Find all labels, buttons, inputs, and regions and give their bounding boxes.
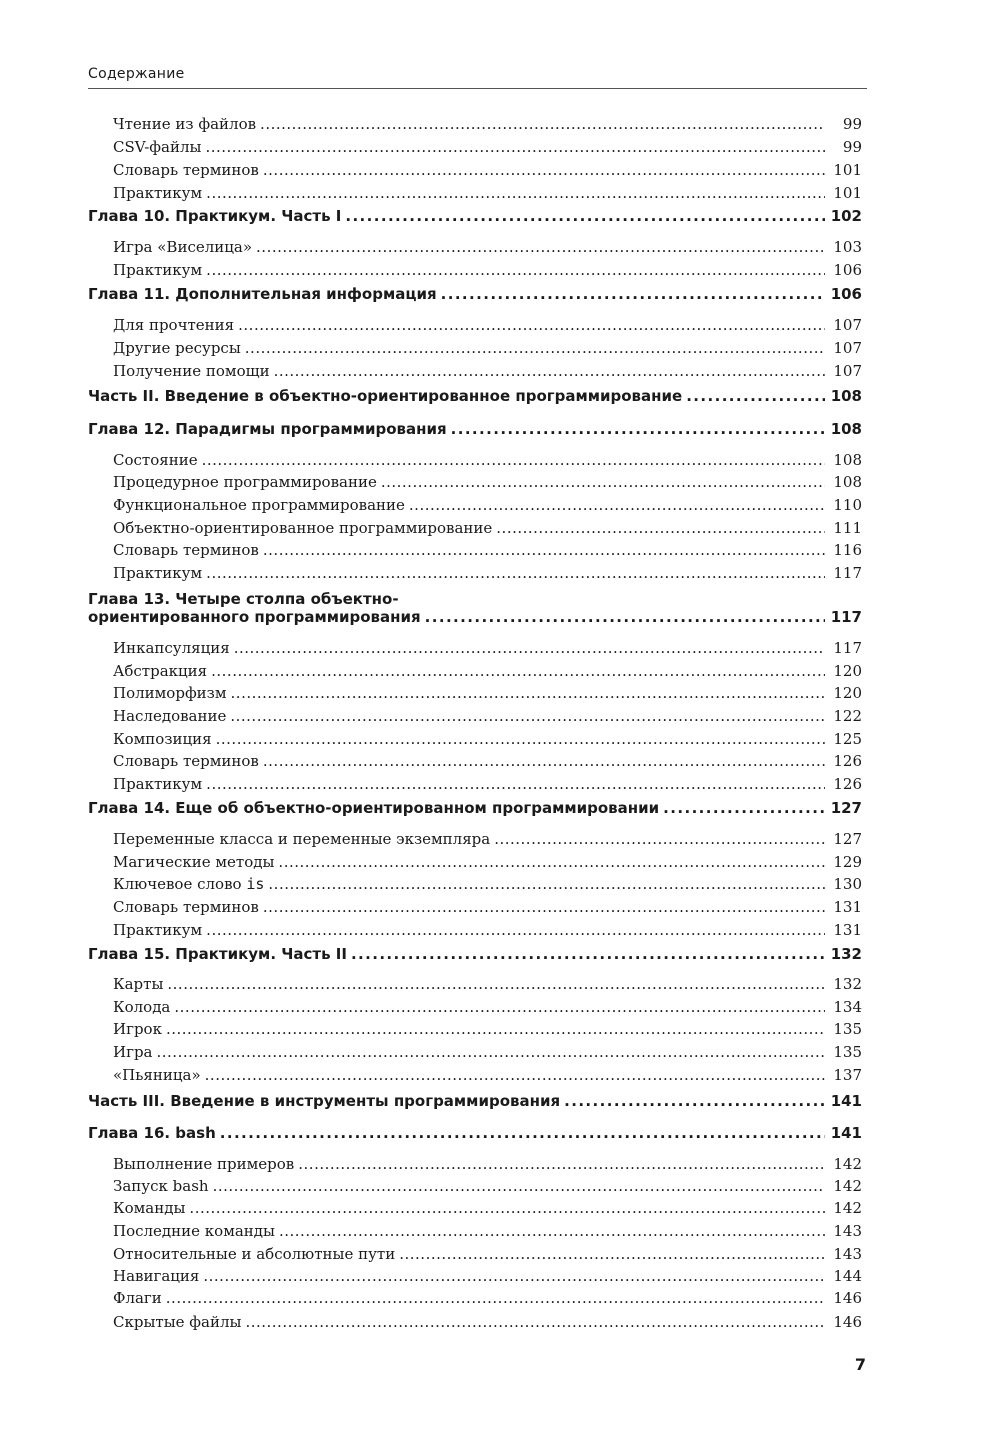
dot-leader [230, 707, 825, 725]
toc-entry-title-text: Команды [113, 1199, 186, 1217]
toc-entry-page: 120 [833, 684, 862, 702]
toc-entry-title-text: Состояние [113, 451, 198, 469]
toc-entry-title-text: Переменные класса и переменные экземпляра [113, 830, 491, 848]
toc-entry-page: 142 [833, 1199, 862, 1217]
toc-entry-title [88, 799, 659, 817]
toc-section-entry [0, 975, 986, 995]
toc-section-entry [0, 362, 986, 382]
dot-leader [260, 115, 825, 133]
dot-leader [441, 285, 825, 303]
toc-entry-title-text: Чтение из файлов [113, 115, 257, 133]
page-number: 7 [854, 1355, 866, 1374]
dot-leader [245, 1313, 825, 1331]
toc-entry-page: 127 [833, 830, 862, 848]
toc-entry-title [88, 1124, 216, 1142]
toc-entry-page: 135 [833, 1020, 862, 1038]
toc-entry-title [113, 451, 198, 469]
toc-entry-title-text: Полиморфизм [113, 684, 227, 702]
toc-entry-title-text: Практикум [113, 261, 203, 279]
toc-entry-title [113, 752, 259, 770]
toc-entry-title [113, 1020, 162, 1038]
toc-entry-page: 107 [833, 316, 862, 334]
toc-section-entry [0, 775, 986, 795]
dot-leader [205, 138, 825, 156]
toc-section-entry [0, 161, 986, 181]
toc-entry-page: 129 [833, 853, 862, 871]
toc-entry-title-text: Колода [113, 998, 171, 1016]
dot-leader [231, 684, 825, 702]
toc-entry-title [113, 1289, 162, 1307]
dot-leader [663, 799, 825, 817]
toc-entry-code: is [246, 875, 265, 893]
toc-entry-page: 117 [830, 608, 862, 626]
dot-leader [381, 473, 825, 491]
toc-entry-page: 108 [830, 420, 862, 438]
toc-entry-page: 122 [833, 707, 862, 725]
toc-chapter-entry [0, 608, 986, 628]
toc-entry-title-text: Процедурное программирование [113, 473, 377, 491]
dot-leader [157, 1043, 826, 1061]
toc-entry-page: 127 [830, 799, 862, 817]
toc-entry-page: 146 [833, 1313, 862, 1331]
toc-entry-title-text: Практикум [113, 921, 203, 939]
toc-entry-title [113, 921, 202, 939]
dot-leader [213, 1177, 825, 1195]
dot-leader [263, 752, 825, 770]
toc-entry-title [113, 975, 163, 993]
toc-entry-title-text: Глава 15. Практикум. Часть II [88, 945, 347, 963]
toc-section-entry [0, 261, 986, 281]
dot-leader [564, 1092, 825, 1110]
dot-leader [278, 853, 825, 871]
dot-leader [298, 1155, 825, 1173]
toc-entry-page: 131 [833, 921, 862, 939]
toc-entry-title [113, 161, 259, 179]
dot-leader [451, 420, 825, 438]
toc-entry-title [113, 830, 490, 848]
toc-section-entry [0, 662, 986, 682]
toc-entry-title [113, 1155, 294, 1173]
toc-entry-page: 108 [830, 387, 862, 405]
dot-leader [206, 564, 825, 582]
toc-entry-title [88, 420, 447, 438]
toc-entry-page: 141 [830, 1124, 862, 1142]
toc-chapter-entry [0, 420, 986, 440]
toc-entry-title [113, 339, 241, 357]
toc-entry-title-text: Практикум [113, 184, 203, 202]
toc-section-entry [0, 1313, 986, 1333]
toc-entry-title-text: Игра [113, 1043, 153, 1061]
toc-entry-title-text: Скрытые файлы [113, 1313, 242, 1331]
toc-entry-title [88, 1092, 560, 1110]
toc-entry-page: 137 [833, 1066, 862, 1084]
dot-leader [174, 998, 825, 1016]
toc-entry-title-text: Глава 16. bash [88, 1124, 216, 1142]
toc-entry-page: 141 [830, 1092, 862, 1110]
toc-entry-title-text: Наследование [113, 707, 227, 725]
toc-entry-title [88, 945, 347, 963]
toc-entry-title-text: Объектно-ориентированное программирование [113, 519, 493, 537]
toc-section-entry [0, 853, 986, 873]
toc-entry-title-text: Глава 12. Парадигмы программирования [88, 420, 447, 438]
dot-leader [425, 608, 825, 626]
toc-entry-title-text: Другие ресурсы [113, 339, 241, 357]
toc-entry-title-text: Композиция [113, 730, 212, 748]
toc-entry-title [113, 662, 207, 680]
toc-entry-page: 143 [833, 1222, 862, 1240]
toc-entry-page: 120 [833, 662, 862, 680]
toc-entry-title-text: Магические методы [113, 853, 275, 871]
dot-leader [686, 387, 825, 405]
toc-section-entry [0, 1267, 986, 1287]
toc-entry-title [113, 261, 202, 279]
dot-leader [234, 639, 825, 657]
dot-leader [189, 1199, 825, 1217]
toc-section-entry [0, 898, 986, 918]
toc-entry-page: 135 [833, 1043, 862, 1061]
toc-section-entry [0, 1155, 986, 1175]
toc-entry-title-text: Навигация [113, 1267, 200, 1285]
toc-entry-page: 132 [830, 945, 862, 963]
dot-leader [166, 1020, 825, 1038]
dot-leader [167, 975, 825, 993]
toc-chapter-entry [0, 1124, 986, 1144]
toc-entry-title [88, 285, 437, 303]
toc-chapter-entry [0, 207, 986, 227]
toc-entry-title [113, 496, 405, 514]
dot-leader [263, 541, 825, 559]
toc-entry-page: 108 [833, 473, 862, 491]
toc-entry-title [113, 362, 270, 380]
toc-chapter-entry [0, 285, 986, 305]
toc-entry-title-text: Глава 14. Еще об объектно-ориентированном программировании [88, 799, 660, 817]
toc-entry-title [113, 1066, 201, 1084]
toc-entry-title-text: Выполнение примеров [113, 1155, 295, 1173]
toc-entry-title-text: Для прочтения [113, 316, 235, 334]
toc-entry-title [113, 1043, 153, 1061]
toc-section-entry [0, 1245, 986, 1265]
toc-entry-page: 103 [833, 238, 862, 256]
toc-section-entry [0, 1177, 986, 1197]
toc-section-entry [0, 1199, 986, 1219]
toc-section-entry [0, 998, 986, 1018]
toc-section-entry [0, 1222, 986, 1242]
toc-chapter-entry [0, 945, 986, 965]
toc-entry-page: 102 [830, 207, 862, 225]
toc-entry-title-text: Ключевое слово [113, 875, 242, 893]
dot-leader [345, 207, 825, 225]
toc-entry-title [113, 184, 202, 202]
toc-entry-title [113, 998, 170, 1016]
toc-entry-title-text: Абстракция [113, 662, 208, 680]
toc-entry-title-text: Относительные и абсолютные пути [113, 1245, 396, 1263]
toc-entry-title [113, 1245, 395, 1263]
toc-entry-page: 126 [833, 775, 862, 793]
toc-entry-page: 107 [833, 339, 862, 357]
dot-leader [166, 1289, 825, 1307]
toc-entry-title-text: ориентированного программирования [88, 608, 421, 626]
toc-entry-title [113, 541, 259, 559]
dot-leader [220, 1124, 825, 1142]
toc-section-entry [0, 1020, 986, 1040]
toc-entry-page: 101 [833, 161, 862, 179]
dot-leader [279, 1222, 825, 1240]
toc-entry-page: 130 [833, 875, 862, 893]
toc-entry-title [113, 1267, 199, 1285]
dot-leader [206, 775, 825, 793]
toc-section-entry [0, 1043, 986, 1063]
toc-entry-title [113, 115, 256, 133]
dot-leader [205, 1066, 825, 1084]
dot-leader [351, 945, 825, 963]
dot-leader [496, 519, 825, 537]
toc-entry-page: 116 [833, 541, 862, 559]
toc-entry-page: 106 [833, 261, 862, 279]
toc-entry-page: 125 [833, 730, 862, 748]
toc-entry-page: 99 [842, 115, 862, 133]
toc-entry-title-text: Словарь терминов [113, 541, 259, 559]
toc-section-entry [0, 473, 986, 493]
toc-entry-title-text: Получение помощи [113, 362, 270, 380]
toc-entry-title [113, 1222, 275, 1240]
toc-entry-title-text: Карты [113, 975, 164, 993]
dot-leader [494, 830, 825, 848]
toc-section-entry [0, 730, 986, 750]
dot-leader [206, 261, 825, 279]
toc-entry-title-text: Словарь терминов [113, 752, 259, 770]
toc-entry-title-text: Игрок [113, 1020, 162, 1038]
toc-entry-page: 143 [833, 1245, 862, 1263]
toc-entry-title-text: Глава 10. Практикум. Часть I [88, 207, 342, 225]
dot-leader [409, 496, 825, 514]
toc-entry-page: 117 [833, 564, 862, 582]
toc-section-entry [0, 830, 986, 850]
toc-entry-title [88, 608, 421, 626]
toc-entry-page: 146 [833, 1289, 862, 1307]
toc-entry-title-text: Функциональное программирование [113, 496, 405, 514]
dot-leader [274, 362, 825, 380]
toc-section-entry [0, 238, 986, 258]
toc-chapter-entry [0, 387, 986, 407]
toc-entry-page: 126 [833, 752, 862, 770]
dot-leader [263, 898, 825, 916]
toc-entry-page: 107 [833, 362, 862, 380]
toc-entry-title [113, 684, 227, 702]
toc-entry-title [113, 519, 492, 537]
toc-entry-title-line1: Глава 13. Четыре столпа объектно- [88, 590, 399, 608]
toc-section-entry [0, 921, 986, 941]
toc-entry-title [113, 730, 212, 748]
toc-entry-page: 142 [833, 1155, 862, 1173]
toc-section-entry [0, 541, 986, 561]
toc-section-entry [0, 316, 986, 336]
toc-entry-title-text: Словарь терминов [113, 898, 259, 916]
toc-entry-title [113, 639, 230, 657]
toc-entry-title-text: Часть II. Введение в объектно-ориентированное программирование [88, 387, 683, 405]
dot-leader [206, 921, 825, 939]
toc-entry-title-text: Словарь терминов [113, 161, 259, 179]
toc-section-entry [0, 496, 986, 516]
toc-entry-title-text: Игра «Виселица» [113, 238, 253, 256]
toc-entry-title-text: Последние команды [113, 1222, 275, 1240]
toc-entry-page: 142 [833, 1177, 862, 1195]
toc-entry-title-text: Запуск bash [113, 1177, 209, 1195]
toc-entry-title-text: Глава 11. Дополнительная информация [88, 285, 437, 303]
toc-entry-title [113, 138, 201, 156]
dot-leader [216, 730, 825, 748]
toc-entry-title-text: Практикум [113, 775, 203, 793]
toc-entry-title [113, 1177, 209, 1195]
toc-entry-page: 111 [833, 519, 862, 537]
toc-entry-title [88, 207, 341, 225]
toc-entry-title [113, 238, 252, 256]
toc-section-entry [0, 564, 986, 584]
dot-leader [245, 339, 825, 357]
dot-leader [211, 662, 825, 680]
toc-section-entry [0, 115, 986, 135]
toc-entry-title-text: CSV-файлы [113, 138, 202, 156]
dot-leader [203, 1267, 825, 1285]
toc-entry-page: 117 [833, 639, 862, 657]
toc-entry-title [113, 875, 264, 893]
dot-leader [206, 184, 825, 202]
toc-entry-title-text: Флаги [113, 1289, 162, 1307]
toc-entry-page: 131 [833, 898, 862, 916]
toc-section-entry [0, 519, 986, 539]
toc-entry-page: 108 [833, 451, 862, 469]
toc-entry-title [88, 387, 682, 405]
toc-section-entry [0, 684, 986, 704]
toc-section-entry [0, 184, 986, 204]
toc-entry-title-text: Практикум [113, 564, 203, 582]
toc-section-entry [0, 451, 986, 471]
toc-entry-title [113, 707, 226, 725]
dot-leader [202, 451, 825, 469]
toc-section-entry [0, 875, 986, 895]
toc-entry-title [113, 1199, 185, 1217]
toc-entry-page: 101 [833, 184, 862, 202]
toc-entry-title [113, 1313, 241, 1331]
toc-section-entry [0, 1066, 986, 1086]
toc-chapter-entry [0, 799, 986, 819]
toc-entry-title-text: Часть III. Введение в инструменты программирования [88, 1092, 561, 1110]
toc-section-entry [0, 639, 986, 659]
toc-chapter-entry [0, 1092, 986, 1112]
toc-entry-title [113, 775, 202, 793]
toc-entry-title [113, 898, 259, 916]
toc-entry-page: 132 [833, 975, 862, 993]
dot-leader [263, 161, 825, 179]
toc-entry-title [113, 473, 377, 491]
toc-entry-title [113, 316, 234, 334]
running-header: Содержание [88, 66, 185, 82]
toc-entry-title [113, 853, 274, 871]
toc-section-entry [0, 1289, 986, 1309]
toc-section-entry [0, 138, 986, 158]
toc-entry-page: 110 [833, 496, 862, 514]
toc-section-entry [0, 752, 986, 772]
dot-leader [256, 238, 825, 256]
toc-entry-title-text: Инкапсуляция [113, 639, 230, 657]
toc-entry-title [113, 564, 202, 582]
dot-leader [399, 1245, 825, 1263]
toc-section-entry [0, 707, 986, 727]
toc-entry-page: 106 [830, 285, 862, 303]
toc-section-entry [0, 339, 986, 359]
toc-entry-page: 134 [833, 998, 862, 1016]
dot-leader [238, 316, 825, 334]
toc-entry-page: 99 [842, 138, 862, 156]
toc-entry-page: 144 [833, 1267, 862, 1285]
toc-entry-title-text: «Пьяница» [113, 1066, 201, 1084]
dot-leader [268, 875, 825, 893]
